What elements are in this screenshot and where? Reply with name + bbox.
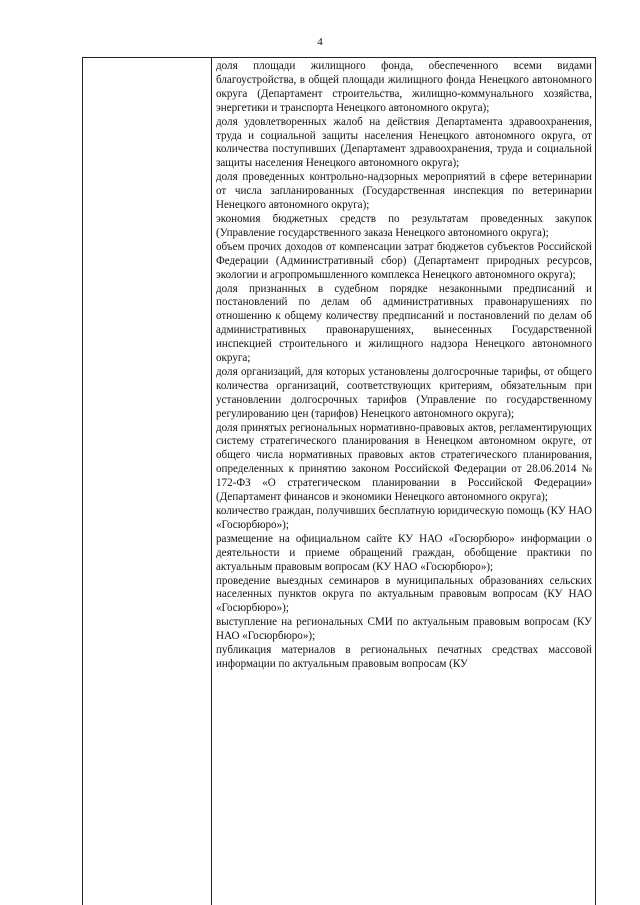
list-item: доля признанных в судебном порядке незаконными предписаний и постановлений по делам об административных правонарушениях по отношению к общему количеству предписаний и постановлений по делам об административных правонарушениях, вынесенных Государственной инспекцией строительного и жилищного надзора Ненецкого автономного округа; <box>216 282 592 365</box>
list-item: доля принятых региональных нормативно-правовых актов, регламентирующих систему стратегического планирования в Ненецком автономном округе, от общего числа нормативных правовых актов стратегического планирования, определенных к принятию законом Российской Федерации от 28.06.2014 № 172-ФЗ «О стратегическом планировании в Российской Федерации» (Департамент финансов и экономики Ненецкого автономного округа); <box>216 421 592 504</box>
page-number: 4 <box>317 36 323 48</box>
column-divider <box>211 58 212 905</box>
list-item: проведение выездных семинаров в муниципальных образованиях сельских населенных пунктов округа по актуальным правовым вопросам (КУ НАО «Госюрбюро»); <box>216 574 592 615</box>
list-item: доля организаций, для которых установлены долгосрочные тарифы, от общего количества организаций, соответствующих критериям, обязательным при установлении долгосрочных тарифов (Управление по государственному регулированию цен (тарифов) Ненецкого автономного округа); <box>216 365 592 420</box>
list-item: доля удовлетворенных жалоб на действия Департамента здравоохранения, труда и социальной защиты населения Ненецкого автономного округа, от количества поступивших (Департамент здравоохранения, труда и социальной защиты населения Ненецкого автономного округа); <box>216 115 592 170</box>
list-item: экономия бюджетных средств по результатам проведенных закупок (Управление государственного заказа Ненецкого автономного округа); <box>216 212 592 239</box>
list-item: размещение на официальном сайте КУ НАО «Госюрбюро» информации о деятельности и приеме обращений граждан, обобщение практики по актуальным правовым вопросам (КУ НАО «Госюрбюро»); <box>216 532 592 573</box>
indicator-list <box>216 60 592 672</box>
list-item: публикация материалов в региональных печатных средствах массовой информации по актуальным правовым вопросам (КУ <box>216 644 592 670</box>
list-item: доля проведенных контрольно-надзорных мероприятий в сфере ветеринарии от числа запланированных (Государственная инспекция по ветеринарии Ненецкого автономного округа); <box>216 171 592 212</box>
list-item: доля площади жилищного фонда, обеспеченного всеми видами благоустройства, в общей площади жилищного фонда Ненецкого автономного округа (Департамент строительства, жилищно-коммунального хозяйства, энергетики и транспорта Ненецкого автономного округа); <box>216 60 592 114</box>
list-item: выступление на региональных СМИ по актуальным правовым вопросам (КУ НАО «Госюрбюро»); <box>216 616 592 643</box>
list-item: количество граждан, получивших бесплатную юридическую помощь (КУ НАО «Госюрбюро»); <box>216 505 592 531</box>
document-table <box>82 57 596 905</box>
list-item: объем прочих доходов от компенсации затрат бюджетов субъектов Российской Федерации (Административный сбор) (Департамент природных ресурсов, экологии и агропромышленного комплекса Ненецкого автономного округа); <box>216 240 592 281</box>
